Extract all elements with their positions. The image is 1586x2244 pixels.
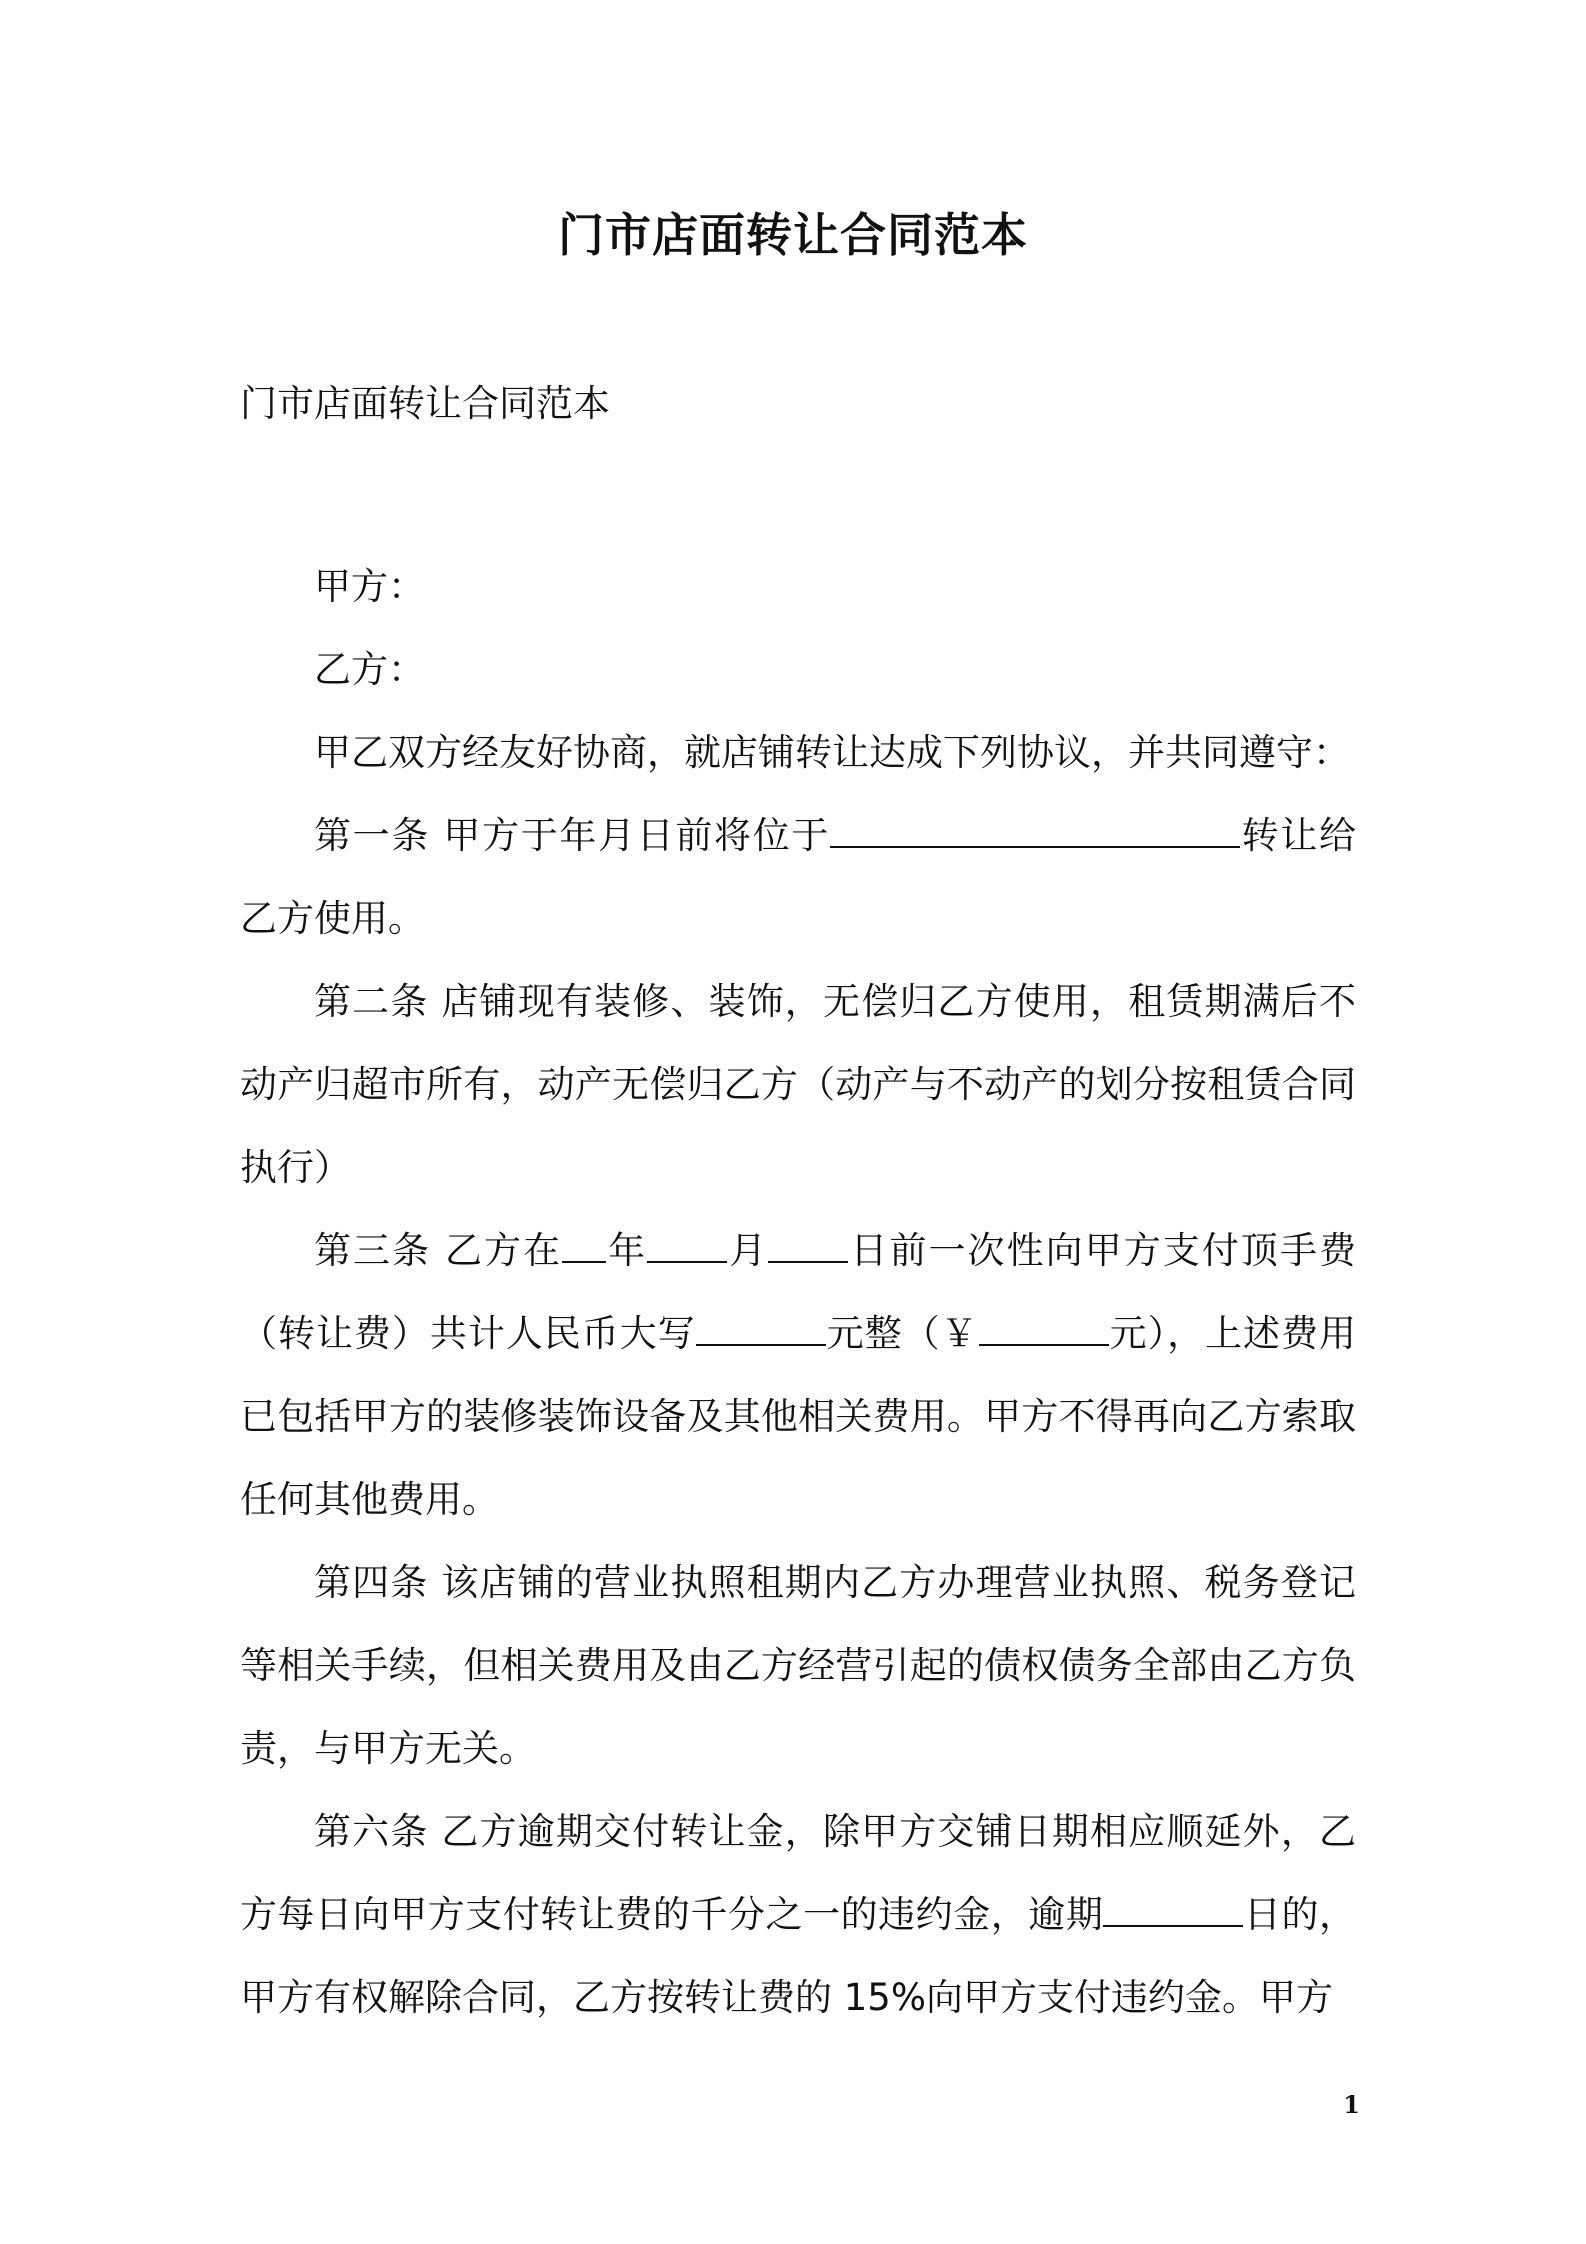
article-6-text-start: 第六条 乙方逾期交付转让金，除甲方交铺日期相应顺延外，乙方每日向甲方支付转让费的千分之一的违约金，逾期 bbox=[240, 1810, 1356, 1936]
party-a-line: 甲方： bbox=[314, 565, 425, 608]
article-1-text-start: 第一条 甲方于年月日前将位于 bbox=[314, 814, 831, 857]
article-3-text-2: 年 bbox=[606, 1229, 648, 1272]
address-blank bbox=[830, 810, 1240, 848]
contract-body bbox=[240, 545, 1356, 2039]
document-subtitle: 门市店面转让合同范本 bbox=[240, 382, 610, 425]
page-number: 1 bbox=[1343, 2090, 1360, 2119]
article-3-text-6: 元），上述费用已包括甲方的装修装饰设备及其他相关费用。甲方不得再向乙方索取任何其他费用。 bbox=[240, 1312, 1357, 1521]
party-b-line: 乙方： bbox=[314, 648, 425, 691]
article-3-text-3: 月 bbox=[727, 1229, 769, 1272]
intro-paragraph: 甲乙双方经友好协商，就店铺转让达成下列协议，并共同遵守： bbox=[314, 731, 1350, 774]
article-1-text-end: 转让给乙方使用。 bbox=[240, 814, 1356, 940]
amount-number-blank bbox=[979, 1308, 1109, 1346]
article-6 bbox=[240, 1790, 1356, 2039]
article-4: 第四条 该店铺的营业执照租期内乙方办理营业执照、税务登记等相关手续，但相关费用及由乙方经营引起的债权债务全部由乙方负责，与甲方无关。 bbox=[240, 1561, 1356, 1770]
article-6-text-end: 日的，甲方有权解除合同，乙方按转让费的 15%向甲方支付违约金。甲方 bbox=[240, 1893, 1357, 2019]
article-1 bbox=[240, 794, 1356, 960]
article-3-text-1: 第三条 乙方在 bbox=[314, 1229, 563, 1272]
article-3 bbox=[240, 1209, 1356, 1541]
year-blank bbox=[562, 1225, 606, 1263]
article-3-text-5: 元整（￥ bbox=[825, 1312, 979, 1355]
day-blank bbox=[768, 1225, 848, 1263]
article-2: 第二条 店铺现有装修、装饰，无偿归乙方使用，租赁期满后不动产归超市所有，动产无偿归乙方（动产与不动产的划分按租赁合同执行） bbox=[240, 980, 1356, 1189]
amount-words-blank bbox=[696, 1308, 826, 1346]
month-blank bbox=[647, 1225, 727, 1263]
overdue-days-blank bbox=[1103, 1889, 1243, 1927]
article-3-text-4: 日前一次性向甲方支付顶手费（转让费）共计人民币大写 bbox=[240, 1229, 1357, 1355]
document-title: 门市店面转让合同范本 bbox=[558, 208, 1028, 262]
